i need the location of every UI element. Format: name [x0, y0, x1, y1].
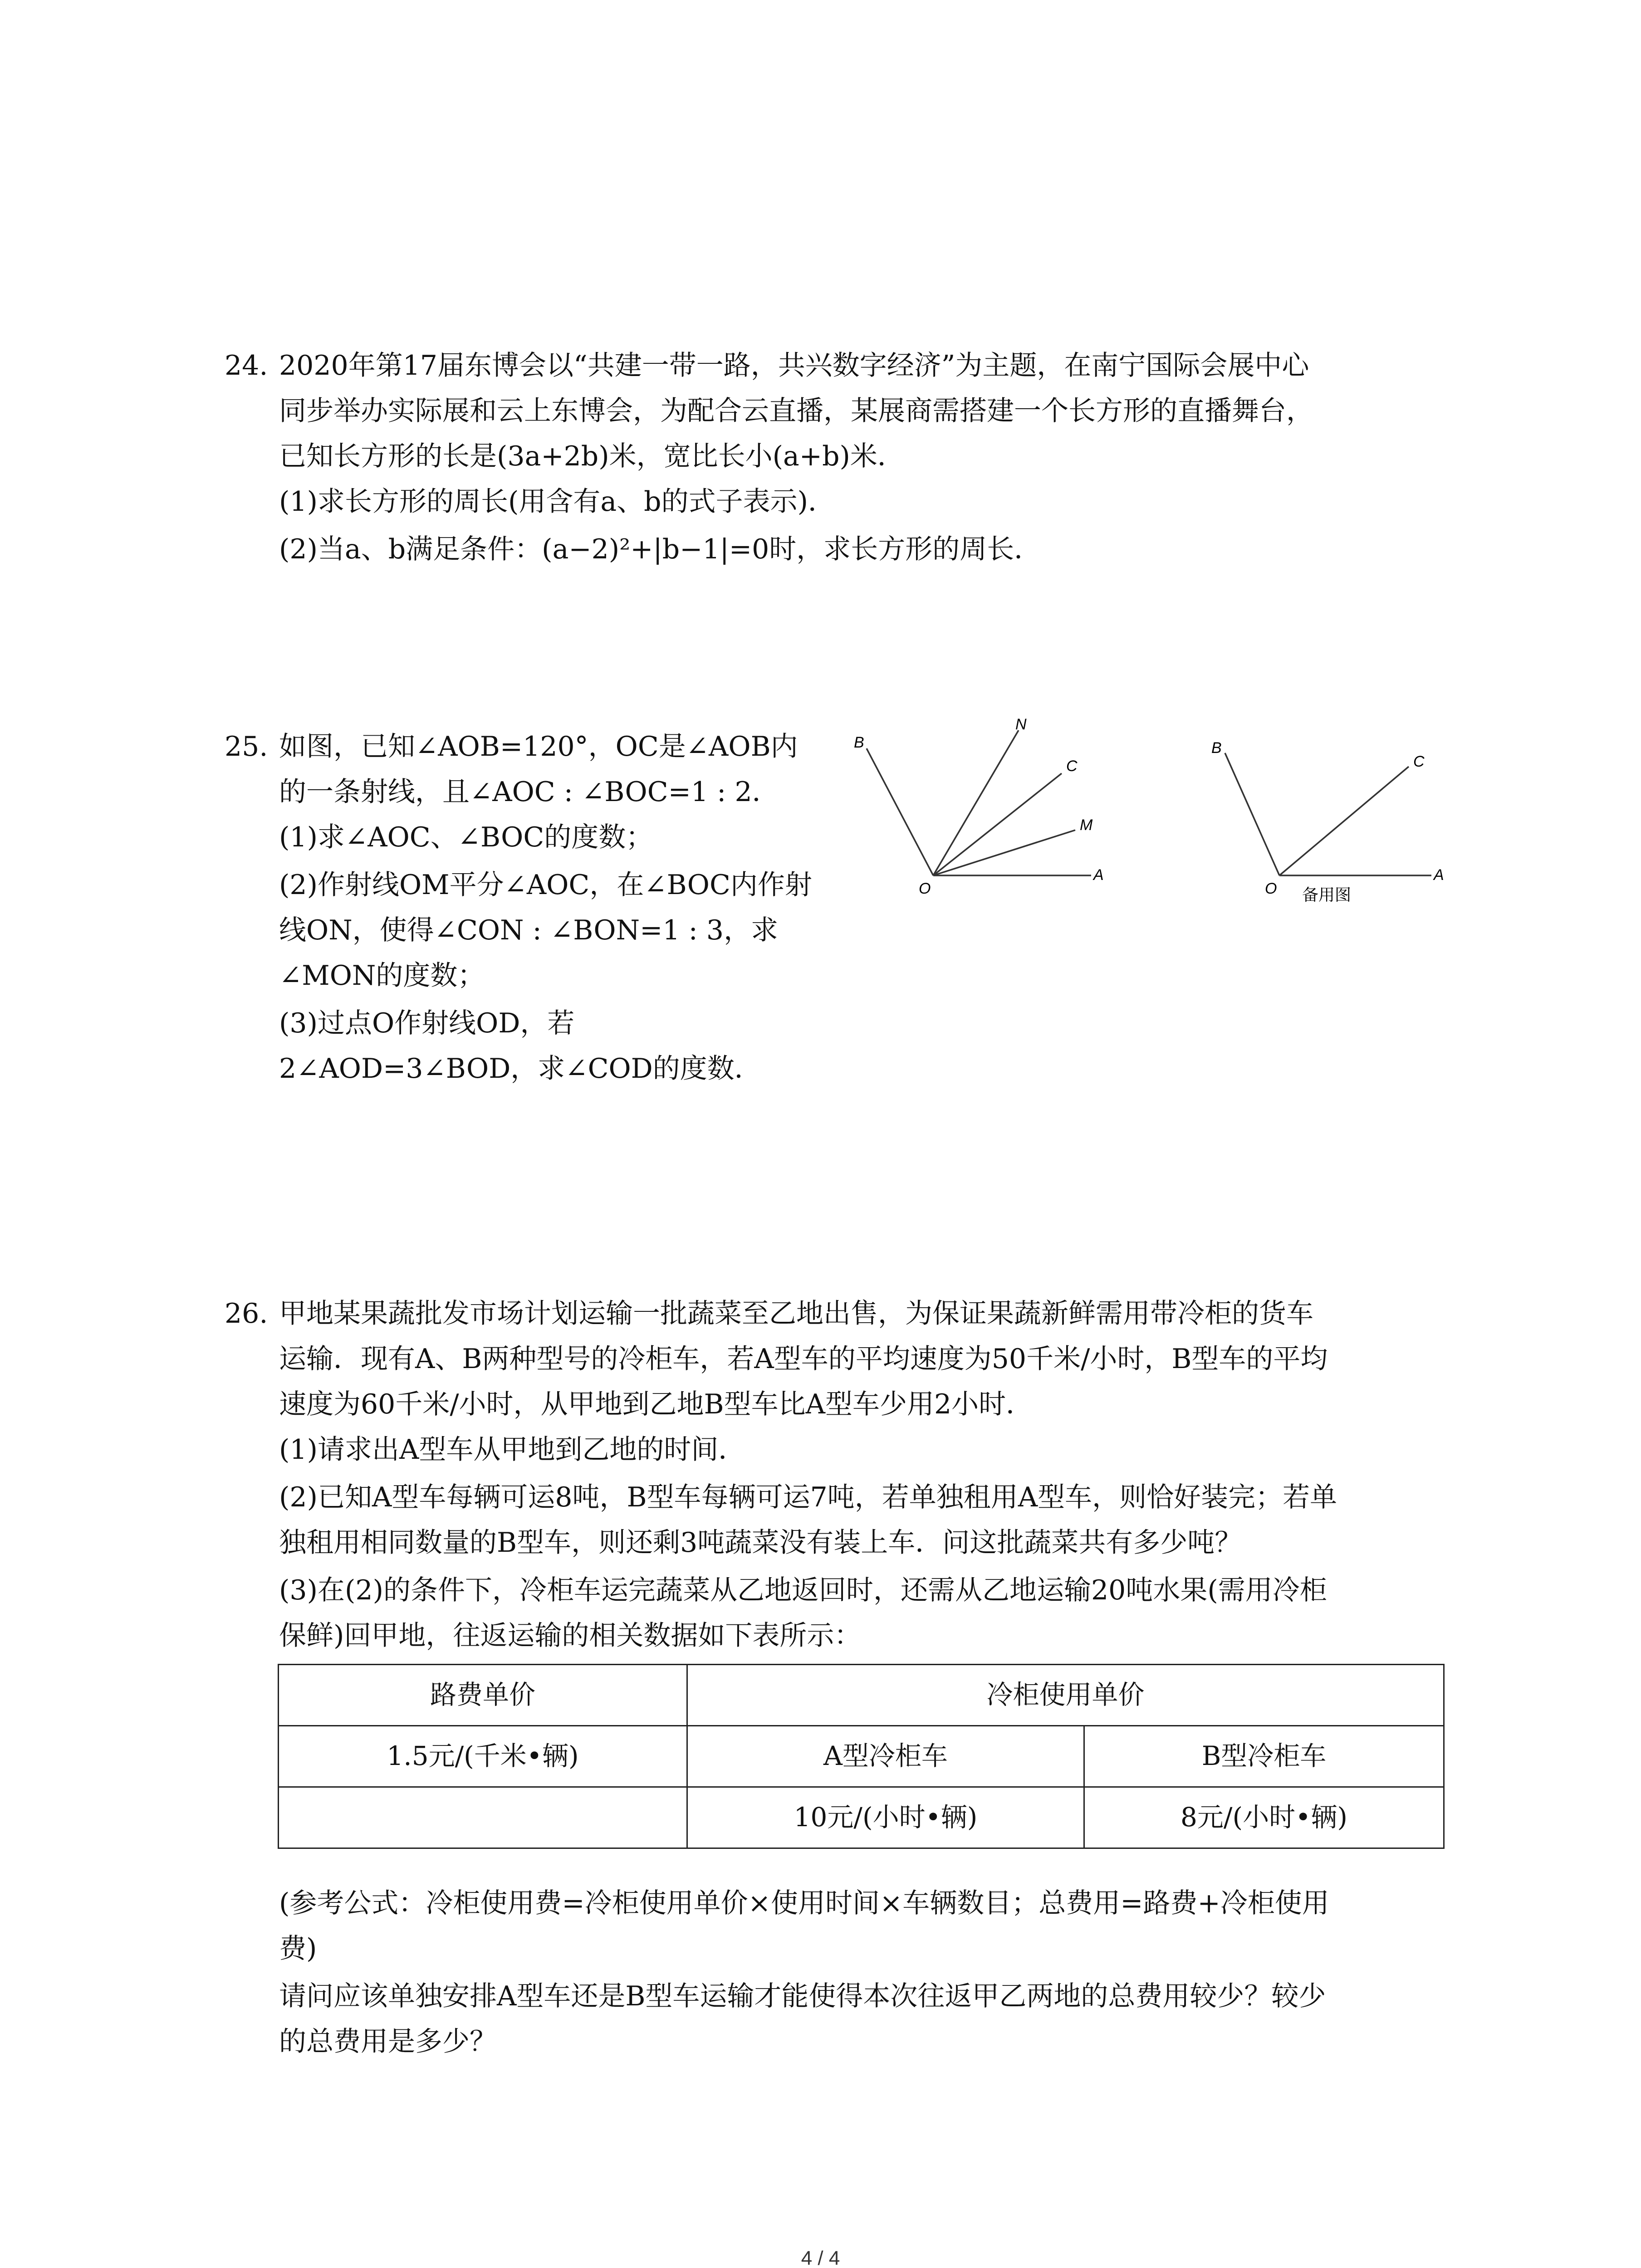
table-cell: 8元/(小时•辆) [1084, 1787, 1444, 1848]
ray-oc [1279, 767, 1409, 875]
subquestion-3: (3)过点O作射线OD，若 [279, 1007, 575, 1039]
table-row [279, 1665, 1444, 1726]
label-c: C [1413, 753, 1425, 770]
table-cell: 冷柜使用单价 [687, 1665, 1444, 1726]
problem-text-line: 线ON，使得∠CON : ∠BON=1 : 3，求 [279, 914, 779, 946]
table-row [279, 1787, 1444, 1848]
problem-text-line: 甲地某果蔬批发市场计划运输一批蔬菜至乙地出售，为保证果蔬新鲜需用带冷柜的货车 [279, 1298, 1313, 1330]
cost-table [278, 1664, 1445, 1849]
ray-ob [1225, 753, 1279, 875]
subquestion-2: (2)当a、b满足条件：(a−2)²+|b−1|=0时，求长方形的周长． [279, 533, 1042, 565]
problem-number: 25. [225, 731, 268, 763]
reference-formula-end: 费) [279, 1933, 317, 1965]
label-b: B [1211, 739, 1222, 757]
table-cell: B型冷柜车 [1084, 1726, 1444, 1787]
table-cell [279, 1787, 687, 1848]
problem-text-line: 如图，已知∠AOB=120°，OC是∠AOB内 [279, 731, 798, 763]
label-c: C [1066, 758, 1078, 775]
label-m: M [1080, 816, 1093, 834]
problem-text-line: 已知长方形的长是(3a+2b)米，宽比长小(a+b)米． [279, 440, 905, 472]
subquestion-1: (1)请求出A型车从甲地到乙地的时间． [279, 1434, 746, 1466]
ray-om [933, 830, 1075, 875]
problem-text-line: 保鲜)回甲地，往返运输的相关数据如下表所示： [279, 1620, 862, 1652]
problem-text-line: ∠MON的度数； [279, 960, 485, 992]
subquestion-2: (2)作射线OM平分∠AOC，在∠BOC内作射 [279, 869, 812, 901]
problem-number: 26. [225, 1298, 268, 1330]
table-cell: 路费单价 [279, 1665, 687, 1726]
problem-text-line: 独租用相同数量的B型车，则还剩3吨蔬菜没有装上车．问这批蔬菜共有多少吨？ [279, 1527, 1242, 1559]
question-text-line: 请问应该单独安排A型车还是B型车运输才能使得本次往返甲乙两地的总费用较少？较少 [279, 1980, 1326, 2012]
problem-number: 24. [225, 350, 268, 381]
label-o: O [919, 880, 931, 897]
problem-text-line: 2∠AOD=3∠BOD，求∠COD的度数． [279, 1053, 762, 1085]
subquestion-1: (1)求长方形的周长(用含有a、b的式子表示)． [279, 486, 835, 518]
question-text-line: 的总费用是多少？ [279, 2026, 497, 2058]
table-cell: 10元/(小时•辆) [687, 1787, 1084, 1848]
problem-text-line: 的一条射线，且∠AOC : ∠BOC=1 : 2． [279, 776, 779, 808]
label-a: A [1434, 866, 1444, 884]
label-n: N [1015, 717, 1027, 733]
reference-formula: (参考公式：冷柜使用费=冷柜使用单价×使用时间×车辆数目；总费用=路费+冷柜使用 [279, 1887, 1329, 1919]
figure-caption: 备用图 [1302, 885, 1352, 904]
table-cell: 1.5元/(千米•辆) [279, 1726, 687, 1787]
problem-text-line: 速度为60千米/小时，从甲地到乙地B型车比A型车少用2小时． [279, 1388, 1034, 1420]
ray-on [933, 730, 1019, 875]
label-a: A [1093, 866, 1104, 884]
table-row [279, 1726, 1444, 1787]
angle-figure-backup [1189, 726, 1461, 929]
ray-oc [933, 773, 1062, 875]
table-cell: A型冷柜车 [687, 1726, 1084, 1787]
subquestion-3: (3)在(2)的条件下，冷柜车运完蔬菜从乙地返回时，还需从乙地运输20吨水果(需用冷柜 [279, 1574, 1327, 1606]
subquestion-1: (1)求∠AOC、∠BOC的度数； [279, 821, 653, 853]
page-number: 4 / 4 [801, 2247, 840, 2268]
problem-text-line: 同步举办实际展和云上东博会，为配合云直播，某展商需搭建一个长方形的直播舞台， [279, 395, 1313, 427]
subquestion-2: (2)已知A型车每辆可运8吨，B型车每辆可运7吨，若单独租用A型车，则恰好装完；若单 [279, 1481, 1337, 1513]
label-b: B [854, 734, 864, 751]
angle-figure-main [844, 717, 1134, 910]
problem-text-line: 运输．现有A、B两种型号的冷柜车，若A型车的平均速度为50千米/小时，B型车的平均 [279, 1343, 1328, 1375]
ray-ob [867, 748, 933, 875]
problem-text-line: 2020年第17届东博会以“共建一带一路，共兴数字经济”为主题，在南宁国际会展中心 [279, 350, 1309, 381]
label-o: O [1265, 880, 1277, 897]
